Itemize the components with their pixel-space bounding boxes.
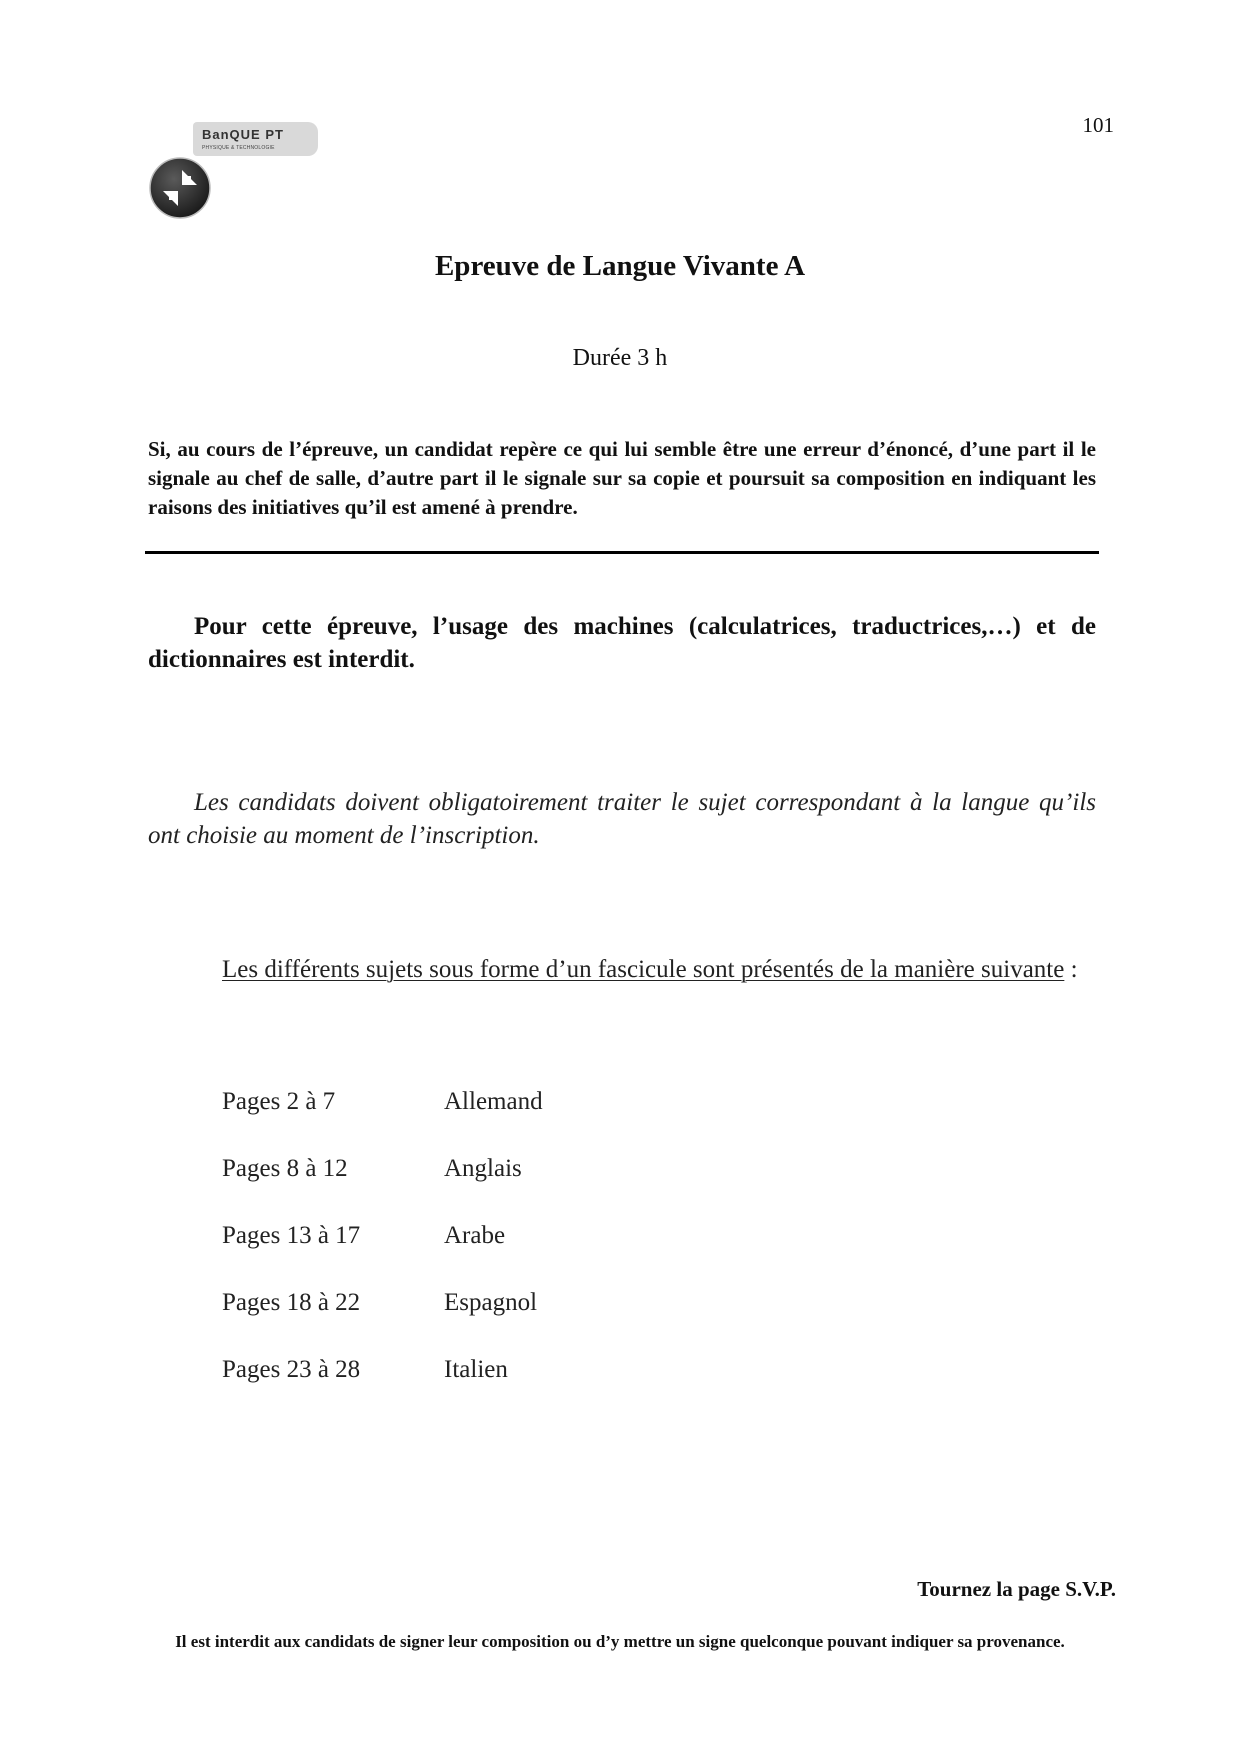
- footer-notice: Il est interdit aux candidats de signer leur composition ou d’y mettre un signe quelconque pouvant indiquer sa provenance.: [175, 1632, 1065, 1651]
- subject-pages: Pages 8 à 12: [222, 1155, 348, 1182]
- subjects-intro-text: Les différents sujets sous forme d’un fascicule sont présentés de la manière suivante: [222, 956, 1065, 983]
- separator-line: [145, 551, 1099, 554]
- subject-row: [222, 1088, 722, 1155]
- subject-row: [222, 1356, 722, 1423]
- subjects-list: [222, 1088, 722, 1423]
- subject-row: [222, 1289, 722, 1356]
- logo-tag: [193, 122, 318, 156]
- subject-language: Allemand: [444, 1088, 543, 1115]
- subject-pages: Pages 2 à 7: [222, 1088, 336, 1115]
- subject-pages: Pages 23 à 28: [222, 1356, 361, 1383]
- turn-page-note: Tournez la page S.V.P.: [917, 1577, 1116, 1601]
- subject-pages: Pages 18 à 22: [222, 1289, 361, 1316]
- exam-title: Epreuve de Langue Vivante A: [434, 250, 806, 282]
- subjects-intro-suffix: :: [1064, 956, 1078, 983]
- exam-duration: Durée 3 h: [572, 345, 668, 371]
- calculator-rule: Pour cette épreuve, l’usage des machines (calculatrices, traductrices,…) et de dictionnaires est interdit.: [148, 613, 1096, 673]
- subject-row: [222, 1222, 722, 1289]
- subject-pages: Pages 13 à 17: [222, 1222, 361, 1249]
- subject-language: Espagnol: [444, 1289, 538, 1316]
- error-notice: Si, au cours de l’épreuve, un candidat repère ce qui lui semble être une erreur d’énoncé, d’une part il le signale au chef de salle, d’autre part il le signale sur sa copie et poursuit sa composition en indiquant les raisons des initiatives qu’il est amené à prendre.: [148, 437, 1096, 519]
- banque-pt-logo: [148, 118, 328, 220]
- logo-title: BanQUE PT: [202, 127, 284, 142]
- subject-row: [222, 1155, 722, 1222]
- logo-emblem-icon: [148, 156, 212, 220]
- subject-language: Italien: [444, 1356, 508, 1383]
- subject-language: Arabe: [444, 1222, 506, 1249]
- language-instruction: Les candidats doivent obligatoirement traiter le sujet correspondant à la langue qu’ils ont choisie au moment de l’inscription.: [148, 789, 1096, 849]
- logo-subtitle: PHYSIQUE & TECHNOLOGIE: [202, 145, 275, 151]
- subject-language: Anglais: [444, 1155, 522, 1182]
- subjects-intro: [148, 953, 1096, 986]
- page-number: 101: [1082, 113, 1114, 137]
